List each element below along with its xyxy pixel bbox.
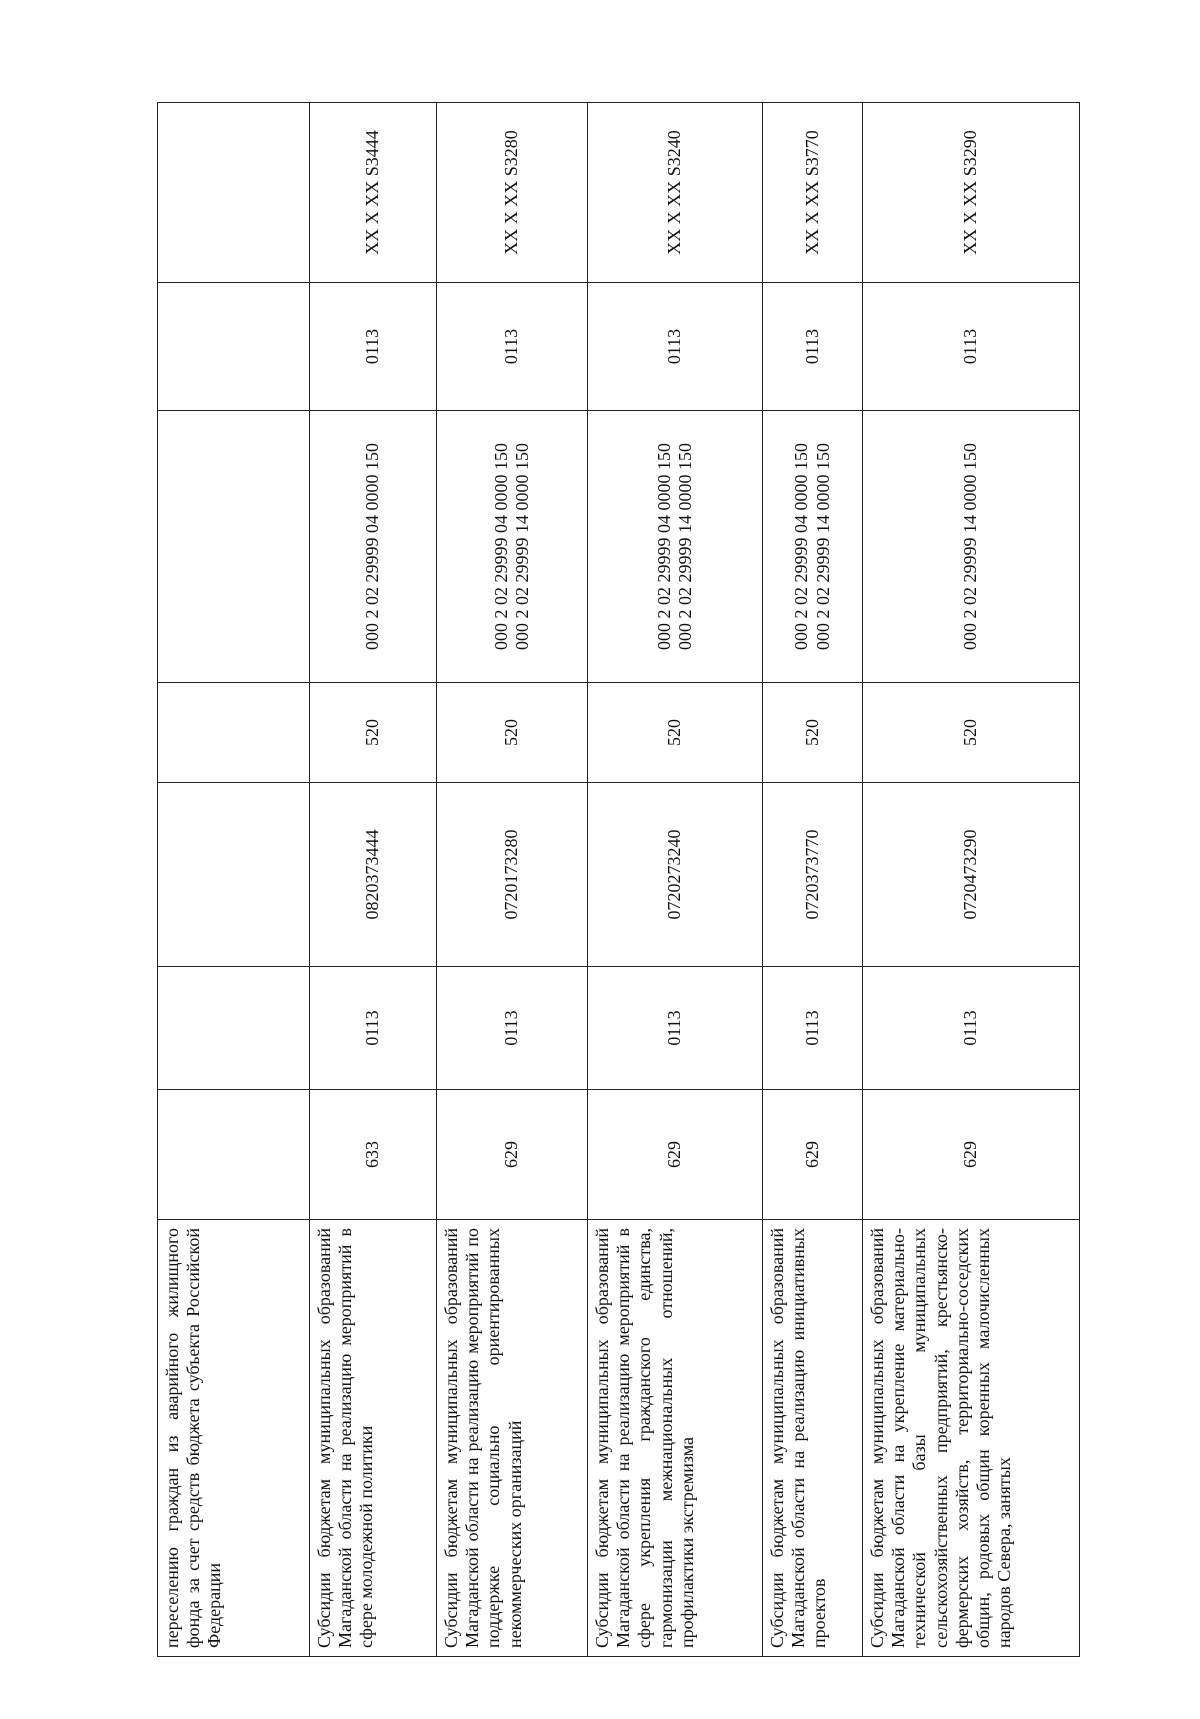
expense-type: 520 (863, 683, 1080, 783)
admin-code (158, 1090, 310, 1220)
target-article: 0720173280 (437, 783, 588, 967)
target-article (158, 783, 310, 967)
row-description: Субсидии бюджетам муниципальных образований Магаданской области на реализацию мероприятий по поддержке социально ориентированных некоммерческих организаций (437, 1220, 588, 1657)
expense-type: 520 (588, 683, 763, 783)
row-description: Субсидии бюджетам муниципальных образований Магаданской области на реализацию мероприятий в сфере молодежной политики (310, 1220, 437, 1657)
subsection-code: 0113 (763, 283, 863, 411)
table-row (158, 103, 310, 1657)
rotated-table-wrapper (157, 103, 1079, 1657)
row-description: переселению граждан из аварийного жилищного фонда за счет средств бюджета субъекта Российской Федерации (158, 1220, 310, 1657)
table-row (763, 103, 863, 1657)
subsection-code: 0113 (588, 283, 763, 411)
section-code: 0113 (763, 967, 863, 1090)
income-code: 000 2 02 29999 04 0000 150 000 2 02 29999 14 0000 150 (588, 411, 763, 683)
income-code: 000 2 02 29999 04 0000 150 000 2 02 29999 14 0000 150 (763, 411, 863, 683)
admin-code: 629 (863, 1090, 1080, 1220)
local-code: XX X XX S3280 (437, 103, 588, 283)
row-description: Субсидии бюджетам муниципальных образований Магаданской области на реализацию мероприятий в сфере укрепления гражданского единства, гармонизации межнациональных отношений, профилактики экстремизма (588, 1220, 763, 1657)
local-code: XX X XX S3444 (310, 103, 437, 283)
table-row (588, 103, 763, 1657)
income-code: 000 2 02 29999 14 0000 150 (863, 411, 1080, 683)
expense-type: 520 (437, 683, 588, 783)
table-row (310, 103, 437, 1657)
admin-code: 629 (588, 1090, 763, 1220)
row-description: Субсидии бюджетам муниципальных образований Магаданской области на укрепление материально-технической базы муниципальных сельскохозяйственных предприятий, крестьянско-фермерских хозяйств, территориально-соседских общин, родовых общин коренных малочисленных народов Севера, занятых (863, 1220, 1080, 1657)
target-article: 0720473290 (863, 783, 1080, 967)
expense-type (158, 683, 310, 783)
admin-code: 629 (437, 1090, 588, 1220)
admin-code: 633 (310, 1090, 437, 1220)
table-row (437, 103, 588, 1657)
subsidy-table (157, 102, 1080, 1657)
section-code: 0113 (310, 967, 437, 1090)
row-description: Субсидии бюджетам муниципальных образований Магаданской области на реализацию инициативных проектов (763, 1220, 863, 1657)
income-code: 000 2 02 29999 04 0000 150 000 2 02 29999 14 0000 150 (437, 411, 588, 683)
local-code: XX X XX S3240 (588, 103, 763, 283)
income-code (158, 411, 310, 683)
local-code (158, 103, 310, 283)
target-article: 0720273240 (588, 783, 763, 967)
target-article: 0720373770 (763, 783, 863, 967)
section-code: 0113 (437, 967, 588, 1090)
table-row (863, 103, 1080, 1657)
income-code: 000 2 02 29999 04 0000 150 (310, 411, 437, 683)
subsection-code: 0113 (863, 283, 1080, 411)
target-article: 0820373444 (310, 783, 437, 967)
expense-type: 520 (310, 683, 437, 783)
local-code: XX X XX S3290 (863, 103, 1080, 283)
subsection-code (158, 283, 310, 411)
subsection-code: 0113 (437, 283, 588, 411)
admin-code: 629 (763, 1090, 863, 1220)
subsection-code: 0113 (310, 283, 437, 411)
section-code: 0113 (588, 967, 763, 1090)
expense-type: 520 (763, 683, 863, 783)
section-code (158, 967, 310, 1090)
local-code: XX X XX S3770 (763, 103, 863, 283)
section-code: 0113 (863, 967, 1080, 1090)
